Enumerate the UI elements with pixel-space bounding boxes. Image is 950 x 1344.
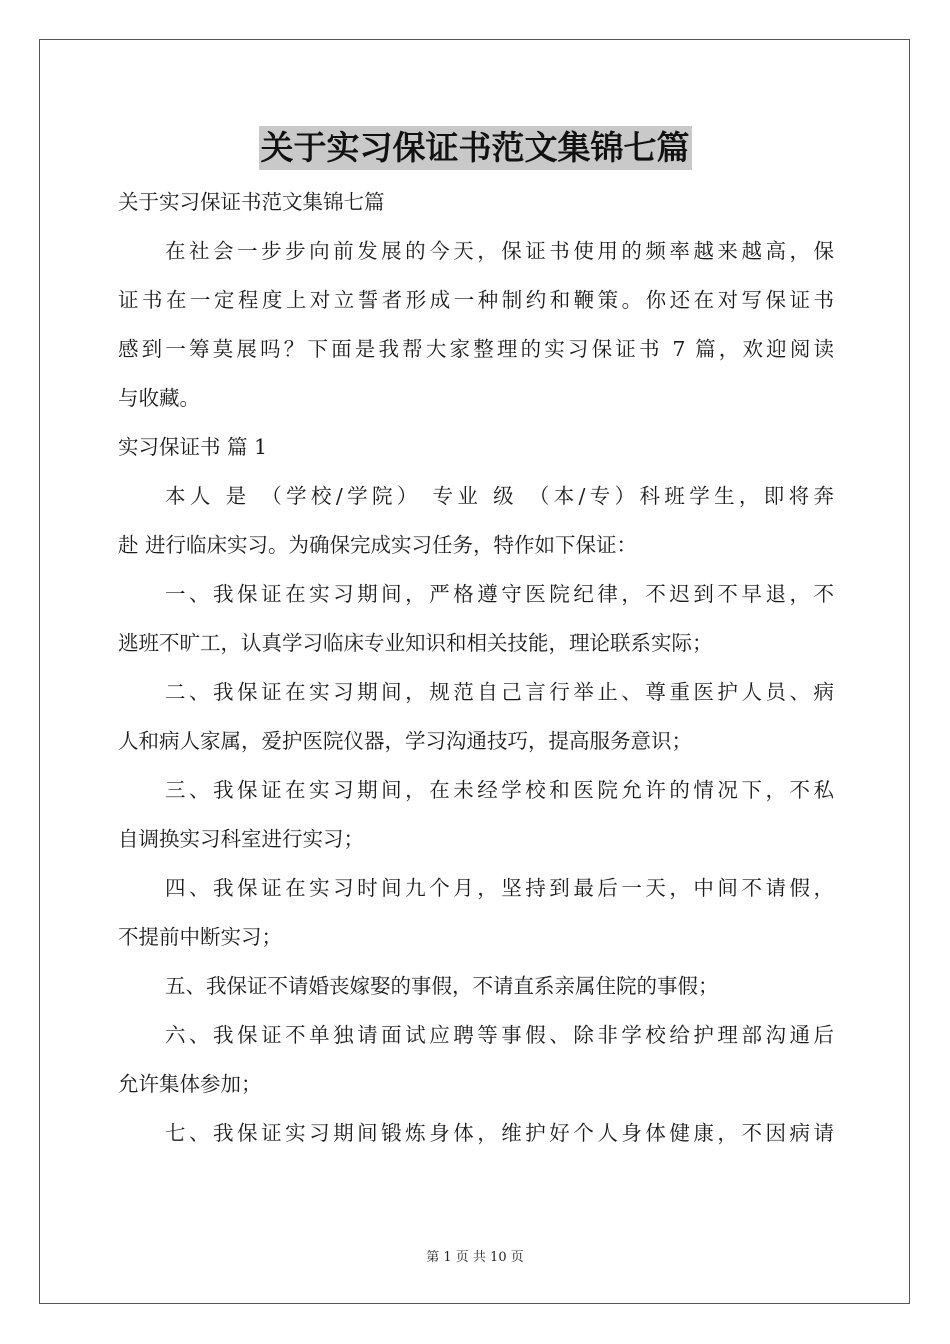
text-line: 四、我保证在实习时间九个月，坚持到最后一天，中间不请假，	[165, 876, 834, 900]
text-line: 本人 是 （学校/学院） 专业 级 （本/专）科班学生，即将奔	[165, 484, 834, 508]
text-line: 人和病人家属，爱护医院仪器，学习沟通技巧，提高服务意识；	[118, 729, 692, 753]
text-line: 七、我保证实习期间锻炼身体，维护好个人身体健康，不因病请	[165, 1121, 834, 1145]
text-line: 证书在一定程度上对立誓者形成一种制约和鞭策。你还在对写保证书	[118, 288, 834, 312]
page-footer: 第 1 页 共 10 页	[426, 1250, 524, 1265]
text-line: 赴 进行临床实习。为确保完成实习任务，特作如下保证：	[118, 533, 638, 557]
text-line: 不提前中断实习；	[118, 925, 282, 949]
text-line: 允许集体参加；	[118, 1072, 262, 1096]
text-line: 自调换实习科室进行实习；	[118, 827, 364, 851]
document-body	[118, 178, 834, 1158]
text-line: 实习保证书 篇 1	[118, 435, 268, 459]
text-line: 在社会一步步向前发展的今天，保证书使用的频率越来越高，保	[165, 239, 834, 263]
text-line: 二、我保证在实习期间，规范自己言行举止、尊重医护人员、病	[165, 680, 834, 704]
text-line: 感到一筹莫展吗？下面是我帮大家整理的实习保证书 7 篇，欢迎阅读	[118, 337, 834, 361]
text-line: 一、我保证在实习期间，严格遵守医院纪律，不迟到不早退，不	[165, 582, 834, 606]
text-line: 五、我保证不请婚丧嫁娶的事假，不请直系亲属住院的事假；	[165, 974, 719, 998]
text-line: 与收藏。	[118, 386, 200, 410]
text-line: 六、我保证不单独请面试应聘等事假、除非学校给护理部沟通后	[165, 1023, 834, 1047]
text-line: 逃班不旷工，认真学习临床专业知识和相关技能，理论联系实际；	[118, 631, 713, 655]
text-line: 关于实习保证书范文集锦七篇	[118, 190, 385, 214]
document-title: 关于实习保证书范文集锦七篇	[259, 126, 692, 170]
title-container	[0, 126, 950, 170]
text-line: 三、我保证在实习期间，在未经学校和医院允许的情况下，不私	[165, 778, 834, 802]
